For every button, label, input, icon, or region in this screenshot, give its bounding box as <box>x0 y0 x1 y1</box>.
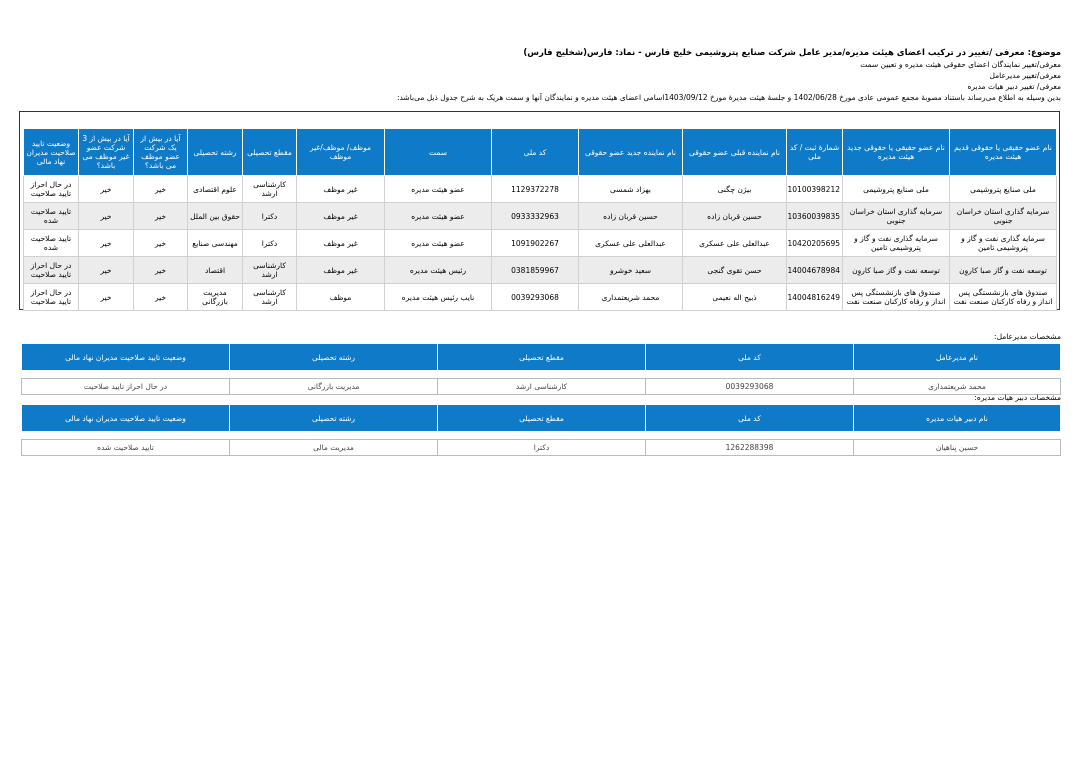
cell: حسین پناهیان <box>854 440 1061 456</box>
cell: کارشناسی ارشد <box>243 284 297 311</box>
secretary-table <box>21 404 1061 456</box>
cell: 0039293068 <box>492 284 579 311</box>
cell: حسین قربان زاده <box>579 203 683 230</box>
cell: مهندسی صنایع <box>188 230 243 257</box>
cell: تایید صلاحیت شده <box>24 203 79 230</box>
col-multi-nonexecutive: آیا در بیش از 3 شرکت عضو غیر موظف می باشد؟ <box>79 129 134 176</box>
cell: علوم اقتصادی <box>188 176 243 203</box>
col-new-representative: نام نماینده جدید عضو حقوقی <box>579 129 683 176</box>
cell: صندوق های بازنشستگی پس انداز و رفاه کارکنان صنعت نفت <box>950 284 1057 311</box>
cell: حقوق بین الملل <box>188 203 243 230</box>
col-new-member: نام عضو حقیقی یا حقوقی جدید هیئت مدیره <box>843 129 950 176</box>
table-row <box>24 284 1057 311</box>
cell: خیر <box>134 257 188 284</box>
cell: 10420205695 <box>787 230 843 257</box>
table-row <box>24 203 1057 230</box>
cell: خیر <box>79 284 134 311</box>
cell: توسعه نفت و گاز صبا کاروِن <box>843 257 950 284</box>
cell: غیر موظف <box>297 176 385 203</box>
cell: 10100398212 <box>787 176 843 203</box>
intro-text: بدین وسیله به اطلاع می‌رساند باستناد مصوبهٔ مجمع عمومی عادی مورخ 1402/06/28 و جلسهٔ هیئت مدیرهٔ مورخ 1403/09/12اسامی اعضای هیئت مدیره و نمایندگان آنها و سمت هریک به شرح جدول ذیل می‌باشد: <box>396 93 1061 102</box>
cell: بیژن چگنی <box>683 176 787 203</box>
col-secretary-field: رشته تحصیلی <box>230 405 438 432</box>
col-ceo-degree: مقطع تحصیلی <box>438 344 646 371</box>
cell: خیر <box>134 230 188 257</box>
cell: کارشناسی ارشد <box>438 379 646 395</box>
secretary-section-title: مشخصات دبیر هیات مدیره: <box>974 393 1061 402</box>
table-row <box>24 257 1057 284</box>
col-multi-executive: آیا در بیش از یک شرکت عضو موظف می باشد؟ <box>134 129 188 176</box>
cell: خیر <box>79 176 134 203</box>
col-ceo-qualification: وضعیت تایید صلاحیت مدیران نهاد مالی <box>22 344 230 371</box>
ceo-table <box>21 343 1061 395</box>
cell: ملی صنایع پتروشیمی <box>843 176 950 203</box>
cell: تایید صلاحیت شده <box>22 440 230 456</box>
col-secretary-name: نام دبیر هیات مدیره <box>854 405 1061 432</box>
cell: دکترا <box>243 203 297 230</box>
ceo-section-title: مشخصات مدیرعامل: <box>994 332 1061 341</box>
col-registration-no: شمارهٔ ثبت / کد ملی <box>787 129 843 176</box>
cell: در حال احراز تایید صلاحیت <box>24 257 79 284</box>
cell: کارشناسی ارشد <box>243 257 297 284</box>
cell: خیر <box>134 284 188 311</box>
cell: بهزاد شمسی <box>579 176 683 203</box>
cell: عضو هیئت مدیره <box>385 176 492 203</box>
cell: سرمایه گذاری نفت و گاز و پتروشیمی تامین <box>843 230 950 257</box>
spacer-row <box>22 432 1061 440</box>
cell: غیر موظف <box>297 230 385 257</box>
col-secretary-degree: مقطع تحصیلی <box>438 405 646 432</box>
cell: 0933332963 <box>492 203 579 230</box>
cell: مدیریت مالی <box>230 440 438 456</box>
col-degree: مقطع تحصیلی <box>243 129 297 176</box>
cell: 14004816249 <box>787 284 843 311</box>
cell: ملی صنایع پتروشیمی <box>950 176 1057 203</box>
spacer <box>22 432 1061 440</box>
cell: 10360039835 <box>787 203 843 230</box>
cell: حسن تقوی گنجی <box>683 257 787 284</box>
cell: غیر موظف <box>297 257 385 284</box>
cell: دکترا <box>243 230 297 257</box>
cell: 0039293068 <box>646 379 854 395</box>
col-secretary-national-id: کد ملی <box>646 405 854 432</box>
cell: اقتصاد <box>188 257 243 284</box>
page-title: موضوع: معرفی /تغییر در ترکیب اعضای هیئت مدیره/مدیر عامل شرکت صنایع پتروشیمی خلیج فارس - نماد: فارس(شخلیج فارس) <box>523 48 1061 58</box>
cell: عضو هیئت مدیره <box>385 230 492 257</box>
cell: محمد شریعتمداری <box>579 284 683 311</box>
col-old-member: نام عضو حقیقی یا حقوقی قدیم هیئت مدیره <box>950 129 1057 176</box>
cell: صندوق های بازنشستگی پس انداز و رفاه کارکنان صنعت نفت <box>843 284 950 311</box>
cell: رئیس هیئت مدیره <box>385 257 492 284</box>
cell: سرمایه گذاری نفت و گاز و پتروشیمی تامین <box>950 230 1057 257</box>
table-row <box>22 379 1061 395</box>
subject-line-2: معرفی/تغییر مدیرعامل <box>989 71 1061 80</box>
ceo-table-header-row <box>22 344 1061 371</box>
cell: ذبیح اله نعیمی <box>683 284 787 311</box>
table-row <box>24 230 1057 257</box>
announcement-header <box>19 47 1061 103</box>
col-position: سمت <box>385 129 492 176</box>
cell: سرمایه گذاری استان خراسان جنوبی <box>843 203 950 230</box>
board-table-header-row <box>24 129 1057 176</box>
cell: خیر <box>134 203 188 230</box>
table-row <box>22 440 1061 456</box>
cell: سعید خوشرو <box>579 257 683 284</box>
cell: خیر <box>79 230 134 257</box>
board-table-frame <box>19 111 1060 310</box>
table-row <box>24 176 1057 203</box>
cell: مدیریت بازرگانی <box>188 284 243 311</box>
col-field: رشته تحصیلی <box>188 129 243 176</box>
secretary-table-header-row <box>22 405 1061 432</box>
col-secretary-qualification: وضعیت تایید صلاحیت مدیران نهاد مالی <box>22 405 230 432</box>
cell: عبدالعلی علی عسکری <box>683 230 787 257</box>
cell: خیر <box>79 257 134 284</box>
col-ceo-national-id: کد ملی <box>646 344 854 371</box>
cell: مدیریت بازرگانی <box>230 379 438 395</box>
cell: 0381859967 <box>492 257 579 284</box>
cell: در حال احراز تایید صلاحیت <box>24 284 79 311</box>
cell: 1129372278 <box>492 176 579 203</box>
cell: خیر <box>79 203 134 230</box>
subject-line-1: معرفی/تغییر نمایندگان اعضای حقوقی هیئت مدیره و تعیین سمت <box>860 60 1061 69</box>
board-members-table <box>23 128 1057 311</box>
spacer <box>22 371 1061 379</box>
col-ceo-field: رشته تحصیلی <box>230 344 438 371</box>
col-qualification-status: وضعیت تایید صلاحیت مدیران نهاد مالی <box>24 129 79 176</box>
cell: حسین قربان زاده <box>683 203 787 230</box>
col-executive-status: موظف/ موظف/غیر موظف <box>297 129 385 176</box>
cell: کارشناسی ارشد <box>243 176 297 203</box>
cell: سرمایه گذاری استان خراسان جنوبی <box>950 203 1057 230</box>
cell: 1262288398 <box>646 440 854 456</box>
cell: 14004678984 <box>787 257 843 284</box>
cell: در حال احراز تایید صلاحیت <box>24 176 79 203</box>
cell: نایب رئیس هیئت مدیره <box>385 284 492 311</box>
cell: عبدالعلی علی عسکری <box>579 230 683 257</box>
cell: غیر موظف <box>297 203 385 230</box>
cell: موظف <box>297 284 385 311</box>
cell: تایید صلاحیت شده <box>24 230 79 257</box>
col-national-id: کد ملی <box>492 129 579 176</box>
col-prev-representative: نام نماینده قبلی عضو حقوقی <box>683 129 787 176</box>
cell: 1091902267 <box>492 230 579 257</box>
cell: محمد شریعتمداری <box>854 379 1061 395</box>
col-ceo-name: نام مدیرعامل <box>854 344 1061 371</box>
cell: خیر <box>134 176 188 203</box>
cell: توسعه نفت و گاز صبا کاروِن <box>950 257 1057 284</box>
cell: دکترا <box>438 440 646 456</box>
spacer-row <box>22 371 1061 379</box>
subject-line-3: معرفی/ تغییر دبیر هیات مدیره <box>967 82 1061 91</box>
cell: عضو هیئت مدیره <box>385 203 492 230</box>
cell: در حال احراز تایید صلاحیت <box>22 379 230 395</box>
